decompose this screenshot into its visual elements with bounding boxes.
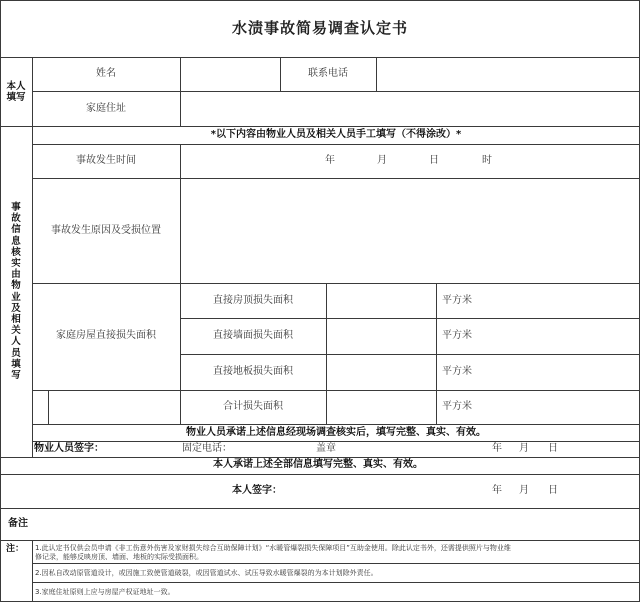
col-line [32, 57, 33, 457]
property-section-label: 事 故 信 息 核 实 由 物 业 及 相 关 人 员 填 写 [11, 202, 21, 382]
note-item: 2.因私自改动原管道设计，或因施工致使管道破裂，或因管道试水、试压导致水暖管爆裂的为本计划除外责任。 [35, 569, 378, 577]
row-line [0, 474, 640, 475]
phone-label: 联系电话 [308, 68, 348, 79]
col-line [180, 57, 181, 126]
note-item: 1.此认定书仅供会员申请《非工伤意外伤害及家财损失综合互助保障计划》“水暖管爆裂损失保障项目”互助金使用。除此认定书外，还需提供照片与物业维 [35, 544, 511, 552]
row-line [0, 540, 640, 541]
row-line [32, 424, 640, 425]
row-line [0, 457, 640, 458]
staff-sign-day: 日 [548, 443, 558, 454]
floor-loss-label: 直接地板损失面积 [213, 366, 293, 377]
address-label: 家庭住址 [86, 103, 126, 114]
total-loss-label: 合计损失面积 [223, 401, 283, 412]
remarks-label: 备注 [8, 518, 28, 529]
row-line [0, 126, 640, 127]
remarks-field[interactable] [40, 509, 638, 539]
note-item: 3.家庭住址原则上应与房屋产权证地址一致。 [35, 588, 175, 596]
row-line [32, 144, 640, 145]
col-line [32, 540, 33, 602]
roof-loss-label: 直接房顶损失面积 [213, 295, 293, 306]
self-sign-year: 年 [492, 485, 502, 496]
notice-banner: *以下内容由物业人员及相关人员手工填写（不得涂改）* [210, 129, 462, 140]
col-line [48, 390, 49, 424]
note-item: 修记录，能够反映房顶、墙面、地板的实际受损面积。 [35, 553, 203, 561]
address-field[interactable] [190, 104, 630, 116]
wall-loss-label: 直接墙面损失面积 [213, 330, 293, 341]
self-sign-field[interactable] [292, 480, 472, 504]
cause-label: 事故发生原因及受损位置 [51, 225, 161, 236]
name-label: 姓名 [96, 68, 116, 79]
loss-area-label: 家庭房屋直接损失面积 [56, 330, 156, 341]
self-sign-day: 日 [548, 485, 558, 496]
wall-loss-field[interactable] [327, 319, 436, 354]
total-loss-field[interactable] [327, 391, 436, 424]
time-day-label: 日 [429, 155, 439, 166]
border-top [0, 0, 640, 1]
floor-loss-field[interactable] [327, 355, 436, 390]
wall-loss-unit: 平方米 [442, 330, 472, 341]
incident-time-label: 事故发生时间 [76, 155, 136, 166]
form-title: 水渍事故简易调查认定书 [231, 19, 409, 37]
notes-label: 注： [6, 544, 25, 554]
stamp-label: 盖章 [316, 443, 336, 454]
self-sign-month: 月 [519, 485, 529, 496]
self-commitment: 本人承诺上述全部信息填写完整、真实、有效。 [213, 459, 423, 470]
total-loss-unit: 平方米 [442, 401, 472, 412]
time-month-label: 月 [377, 155, 387, 166]
name-field[interactable] [185, 69, 275, 81]
staff-sign-year: 年 [492, 443, 502, 454]
note-line [32, 582, 640, 583]
cause-field[interactable] [181, 179, 639, 283]
staff-sign-label: 物业人员签字： [34, 443, 104, 454]
col-line [376, 57, 377, 91]
fixed-phone-label: 固定电话： [182, 443, 232, 454]
phone-field[interactable] [383, 69, 633, 81]
col-line [436, 283, 437, 424]
time-hour-label: 时 [482, 155, 492, 166]
floor-loss-unit: 平方米 [442, 366, 472, 377]
row-line [0, 57, 640, 58]
staff-sign-field[interactable] [112, 442, 178, 456]
owner-section-label: 本人 填写 [6, 80, 26, 103]
note-line [32, 563, 640, 564]
row-line [32, 91, 640, 92]
col-line [280, 57, 281, 91]
roof-loss-field[interactable] [327, 284, 436, 318]
staff-sign-month: 月 [519, 443, 529, 454]
property-commitment: 物业人员承诺上述信息经现场调查核实后，填写完整、真实、有效。 [186, 427, 486, 438]
self-sign-label: 本人签字： [232, 485, 282, 496]
time-year-label: 年 [325, 155, 335, 166]
roof-loss-unit: 平方米 [442, 295, 472, 306]
